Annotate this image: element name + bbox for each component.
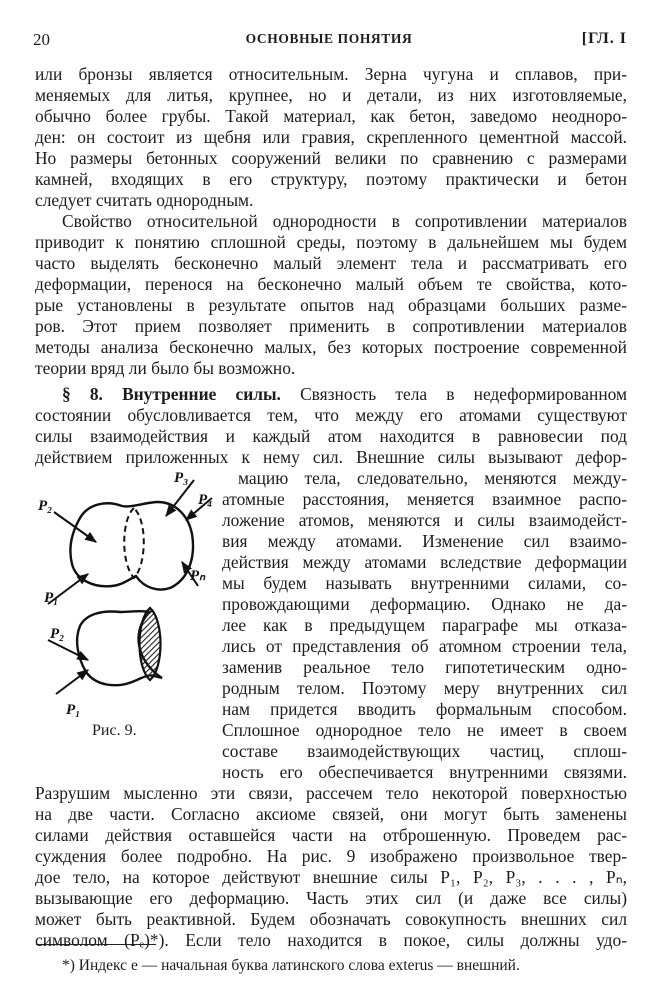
page-number: 20 (33, 30, 50, 49)
text-line: теории вряд ли было бы возможно. (35, 358, 296, 378)
text-line: действия между атомами вследствие деформации (222, 552, 627, 572)
section-ellipse (124, 508, 144, 578)
text-line: силами действия оставшейся части на отброшенную. Проведем рас- (35, 825, 627, 845)
text-line: состоянии обусловливается тем, что между его атомами существуют (35, 405, 627, 425)
label-p4: P₄ (198, 492, 213, 508)
text-line: атомные расстояния, меняется взаимное распо- (222, 489, 627, 509)
force-arrow (48, 640, 88, 660)
footnote-rule (36, 944, 156, 945)
text-line: провождающими деформацию. Однако не да- (222, 594, 627, 614)
text-line: ров. Этот прием позволяет применить в сопротивлении материалов (35, 316, 627, 336)
text-line: Но размеры бетонных сооружений велики по сравнению с размерами (35, 148, 627, 168)
text-line: Разрушим мысленно эти связи, рассечем тело некоторой поверхностью (35, 783, 627, 803)
text-line: заменив реальное тело гипотетическим одно- (222, 657, 627, 677)
chapter-label: [ГЛ. I (581, 30, 627, 47)
text-line: Сплошное однородное тело не имеет в своем (222, 720, 627, 740)
text-line: символом (Pₑ)*). Если тело находится в покое, силы должны удо- (35, 930, 627, 950)
text-line: суждения более подробно. На рис. 9 изображено произвольное твер- (35, 846, 627, 866)
text-line: родным телом. Поэтому меру внутренних сил (222, 678, 627, 698)
text-line: часто выделять бесконечно малый элемент тела и рассматривать его (35, 253, 627, 273)
cut-surface (140, 608, 161, 680)
text-fragment: Связность тела в недеформированном (300, 384, 627, 404)
text-line: Свойство относительной однородности в сопротивлении материалов (62, 211, 627, 231)
text-line: на две части. Согласно аксиоме связей, они могут быть заменены (35, 804, 627, 824)
label-p2-lower: P₂ (50, 626, 65, 642)
text-line: ложение атомов, меняются и силы взаимодейст- (222, 510, 627, 530)
force-arrow (54, 512, 96, 542)
text-line: действием приложенных к нему сил. Внешние силы вызывают дефор- (35, 447, 627, 467)
text-line: меняемых для литья, крупнее, но и детали, из них изготовляемые, (35, 85, 627, 105)
text-line: приводит к понятию сплошной среды, поэтому в дальнейшем мы будем (35, 232, 627, 252)
text-line: силы взаимодействия и каждый атом находится в равновесии под (35, 426, 627, 446)
text-line: вия между атомами. Изменение сил взаимо- (222, 531, 627, 551)
text-line: вызывающие его деформацию. Часть этих сил (и даже все силы) (35, 888, 627, 908)
text-line: следует считать однородным. (35, 190, 254, 210)
text-line: или бронзы является относительным. Зерна чугуна и сплавов, при- (35, 64, 627, 84)
text-line: лись от представления об атомном строении тела, (222, 636, 627, 656)
text-line: рые установлены в результате опытов над образцами больших разме- (35, 295, 627, 315)
text-line: деформации, перенося на бесконечно малый объем те свойства, кото- (35, 274, 627, 294)
label-p3: P₃ (174, 470, 189, 486)
label-pn: Pₙ (190, 568, 206, 584)
text-line: мацию тела, следовательно, меняются междy- (238, 468, 627, 488)
text-line: ден: он состоит из щебня или гравия, скрепленного цементной массой. (35, 127, 627, 147)
label-p2: P₂ (38, 498, 53, 514)
text-line: составе взаимодействующих частиц, сплош- (222, 741, 627, 761)
section-heading-line (62, 384, 627, 405)
text-line: ность его обеспечивается внутренними связями. (222, 762, 627, 782)
figure-9-drawing (36, 462, 226, 718)
force-arrow (56, 670, 88, 694)
section-heading: § 8. Внутренние силы. (62, 384, 281, 404)
text-line: лее как в предыдущем параграфе мы отказа- (222, 615, 627, 635)
text-line: камней, входящих в его структуру, поэтому практически и бетон (35, 169, 627, 189)
text-line: дое тело, на которое действуют внешние силы P₁, P₂, P₃, . . . , Pₙ, (35, 867, 627, 887)
text-line: нам придется вводить формальным способом. (222, 699, 627, 719)
running-title: ОСНОВНЫЕ ПОНЯТИЯ (245, 31, 413, 46)
text-line: обычно более грубы. Такой материал, как бетон, заведомо неоднoрo- (35, 106, 627, 126)
text-line: может быть реактивной. Будем обозначать совокупность внешних сил (35, 909, 627, 929)
label-p1: P₁ (44, 590, 59, 606)
text-line: методы анализа бесконечно малых, без которых построение современной (35, 337, 627, 357)
footnote: *) Индекс e — начальная буква латинского слова exterus — внешний. (62, 957, 520, 974)
figure-caption: Рис. 9. (92, 722, 137, 739)
text-line: мы будем называть внутренними силами, со- (222, 573, 627, 593)
page-header (31, 30, 627, 50)
label-p1-lower: P₁ (66, 702, 81, 718)
